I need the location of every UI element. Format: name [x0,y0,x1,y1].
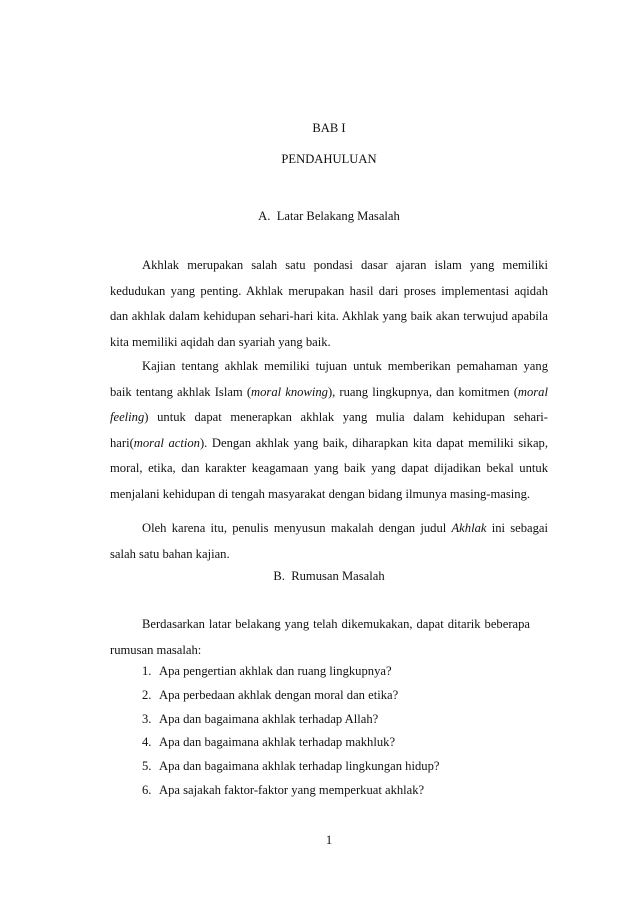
list-item-text: Apa dan bagaimana akhlak terhadap makhluk? [159,735,396,750]
paragraph-2-part3: ) untuk dapat menerapkan akhlak yang mulia dalam kehidupan sehari-hari( [110,410,548,450]
list-item [110,660,548,684]
section-b-marker: B. [273,569,285,583]
problem-list [110,660,548,803]
list-item-number: 2. [142,687,152,702]
list-item [110,731,548,755]
paragraph-problem-intro-text: Berdasarkan latar belakang yang telah dikemukakan, dapat ditarik beberapa rumusan masalah: [110,617,530,657]
list-item-number: 1. [142,664,152,678]
chapter-label: BAB I [312,121,346,135]
list-item-text: Apa dan bagaimana akhlak terhadap lingkungan hidup? [159,759,440,774]
list-item-text: Apa pengertian akhlak dan ruang lingkupnya? [159,664,392,678]
paragraph-2-part4: ). Dengan akhlak yang baik, diharapkan kita dapat memiliki sikap, moral, etika, dan karakter keagamaan yang baik yang dapat dijadikan bekal untuk menjalani kehidupan di tengah masyarakat dengan bidang ilmunya masing-masing. [110,435,548,501]
section-a-title: Latar Belakang Masalah [276,209,400,223]
list-item [110,779,548,803]
paragraph-3-part1: Oleh karena itu, penulis menyusun makalah dengan judul [142,521,452,535]
section-b-title: Rumusan Masalah [291,569,385,583]
page-number: 1 [325,833,333,847]
list-item-text: Apa perbedaan akhlak dengan moral dan etika? [159,687,399,702]
paragraph-problem-intro [110,612,530,663]
term-moral-action: moral action [133,435,200,450]
paragraph-background-1-text: Akhlak merupakan salah satu pondasi dasar ajaran islam yang memiliki kedudukan yang penting. Akhlak merupakan hasil dari proses implementasi aqidah dan akhlak dalam kehidupan sehari-hari kita. Akhlak yang baik akan terwujud apabila kita memiliki aqidah dan syariah yang baik. [110,258,548,349]
paragraph-2-part2: ), ruang lingkupnya, dan komitmen ( [327,384,518,399]
list-item-number: 5. [142,759,152,774]
list-item-number: 4. [142,735,152,750]
term-moral-feeling: moral feeling [110,384,548,424]
paragraph-3-part2: ini sebagai salah satu bahan kajian. [110,521,548,561]
term-moral-knowing: moral knowing [251,384,328,399]
section-a-marker: A. [258,209,271,223]
list-item [110,708,548,732]
list-item-text: Apa dan bagaimana akhlak terhadap Allah? [159,711,379,726]
list-item-number: 3. [142,711,152,726]
list-item-number: 6. [142,782,152,797]
list-item [110,684,548,708]
chapter-title: PENDAHULUAN [281,152,377,166]
section-a-heading [110,209,548,224]
paragraph-2-part1: Kajian tentang akhlak memiliki tujuan untuk memberikan pemahaman yang baik tentang akhlak Islam ( [110,359,548,399]
paragraph-background-2 [110,354,548,507]
section-b-heading [110,569,548,584]
term-akhlak-title: Akhlak [451,521,487,535]
list-item-text: Apa sajakah faktor-faktor yang memperkuat akhlak? [159,782,425,797]
list-item [110,755,548,779]
paragraph-background-3 [110,516,548,567]
paragraph-background-1 [110,253,548,355]
